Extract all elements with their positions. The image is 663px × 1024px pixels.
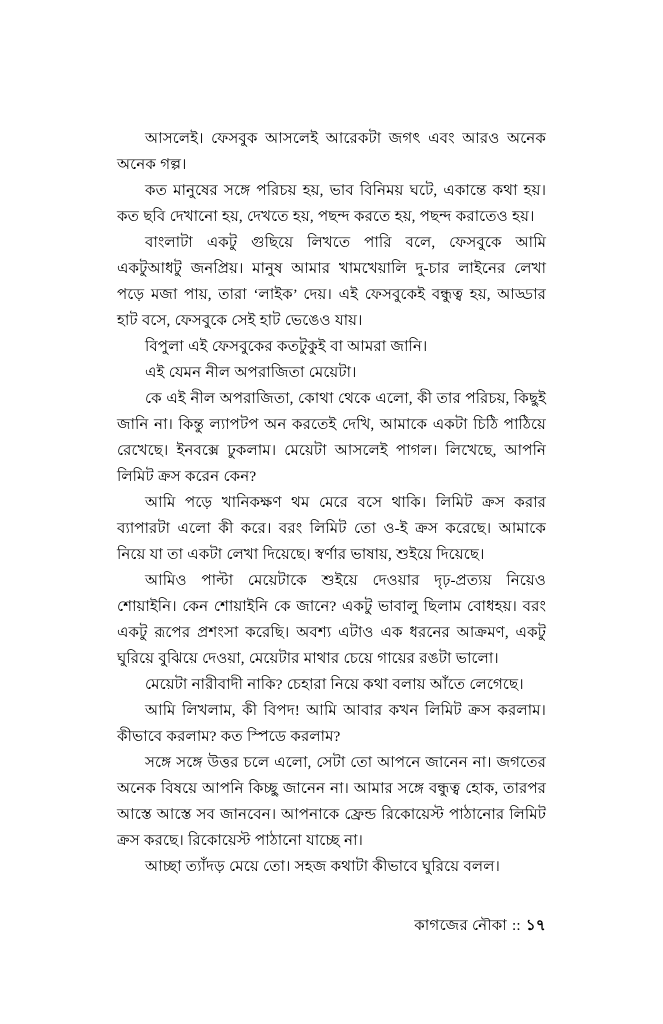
body-paragraph: বাংলাটা একটু গুছিয়ে লিখতে পারি বলে, ফেসবুকে আমি একটুআধটু জনপ্রিয়। মানুষ আমার খামখেয়ালি দু-চার লাইনের লেখা পড়ে মজা পায়, তারা ‘লাইক’ দেয়। এই ফেসবুকেই বন্ধুত্ব হয়, আড্ডার হাট বসে, ফেসবুকে সেই হাট ভেঙেও যায়। [117, 234, 546, 329]
body-paragraph: আমি লিখলাম, কী বিপদ! আমি আবার কখন লিমিট ক্রস করলাম। কীভাবে করলাম? কত স্পিডে করলাম? [117, 702, 546, 745]
body-paragraph: আমি পড়ে খানিকক্ষণ থম মেরে বসে থাকি। লিমিট ক্রস করার ব্যাপারটা এলো কী করে। বরং লিমিট তো ও-ই ক্রস করেছে। আমাকে নিয়ে যা তা একটা লেখা দিয়েছে। স্বর্ণার ভাষায়, শুইয়ে দিয়েছে। [117, 494, 546, 563]
page-text-block [117, 126, 546, 880]
body-paragraph: কত মানুষের সঙ্গে পরিচয় হয়, ভাব বিনিময় ঘটে, একান্তে কথা হয়। কত ছবি দেখানো হয়, দেখতে হয়, পছন্দ করতে হয়, পছন্দ করাতেও হয়। [117, 182, 546, 225]
body-paragraph: আসলেই। ফেসবুক আসলেই আরেকটা জগৎ এবং আরও অনেক অনেক গল্প। [117, 130, 546, 173]
page-number: ১৭ [525, 917, 546, 934]
footer-separator: :: [512, 917, 521, 934]
body-paragraph: আচ্ছা ত্যাঁদড় মেয়ে তো। সহজ কথাটা কীভাবে ঘুরিয়ে বলল। [145, 858, 500, 875]
body-paragraph: কে এই নীল অপরাজিতা, কোথা থেকে এলো, কী তার পরিচয়, কিছুই জানি না। কিন্তু ল্যাপটপ অন করতেই দেখি, আমাকে একটা চিঠি পাঠিয়ে রেখেছে। ইনবক্সে ঢুকলাম। মেয়েটা আসলেই পাগল। লিখেছে, আপনি লিমিট ক্রস করেন কেন? [117, 390, 546, 485]
footer-book-title: কাগজের নৌকা [414, 917, 508, 934]
page-footer [117, 915, 546, 937]
body-paragraph: সঙ্গে সঙ্গে উত্তর চলে এলো, সেটা তো আপনে জানেন না। জগতের অনেক বিষয়ে আপনি কিচ্ছু জানেন না। আমার সঙ্গে বন্ধুত্ব হোক, তারপর আস্তে আস্তে সব জানবেন। আপনাকে ফ্রেন্ড রিকোয়েস্ট পাঠানোর লিমিট ক্রস করছে। রিকোয়েস্ট পাঠানো যাচ্ছে না। [117, 754, 546, 849]
body-paragraph: এই যেমন নীল অপরাজিতা মেয়েটা। [145, 364, 357, 381]
body-paragraph: মেয়েটা নারীবাদী নাকি? চেহারা নিয়ে কথা বলায় আঁতে লেগেছে। [145, 676, 524, 693]
body-paragraph: আমিও পাল্টা মেয়েটাকে শুইয়ে দেওয়ার দৃঢ়-প্রত্যয় নিয়েও শোয়াইনি। কেন শোয়াইনি কে জানে? একটু ভাবালু ছিলাম বোধহয়। বরং একটু রূপের প্রশংসা করেছি। অবশ্য এটাও এক ধরনের আক্রমণ, একটু ঘুরিয়ে বুঝিয়ে দেওয়া, মেয়েটার মাথার চেয়ে গায়ের রঙটা ভালো। [117, 572, 546, 667]
body-paragraph: বিপুলা এই ফেসবুকের কতটুকুই বা আমরা জানি। [145, 338, 428, 355]
